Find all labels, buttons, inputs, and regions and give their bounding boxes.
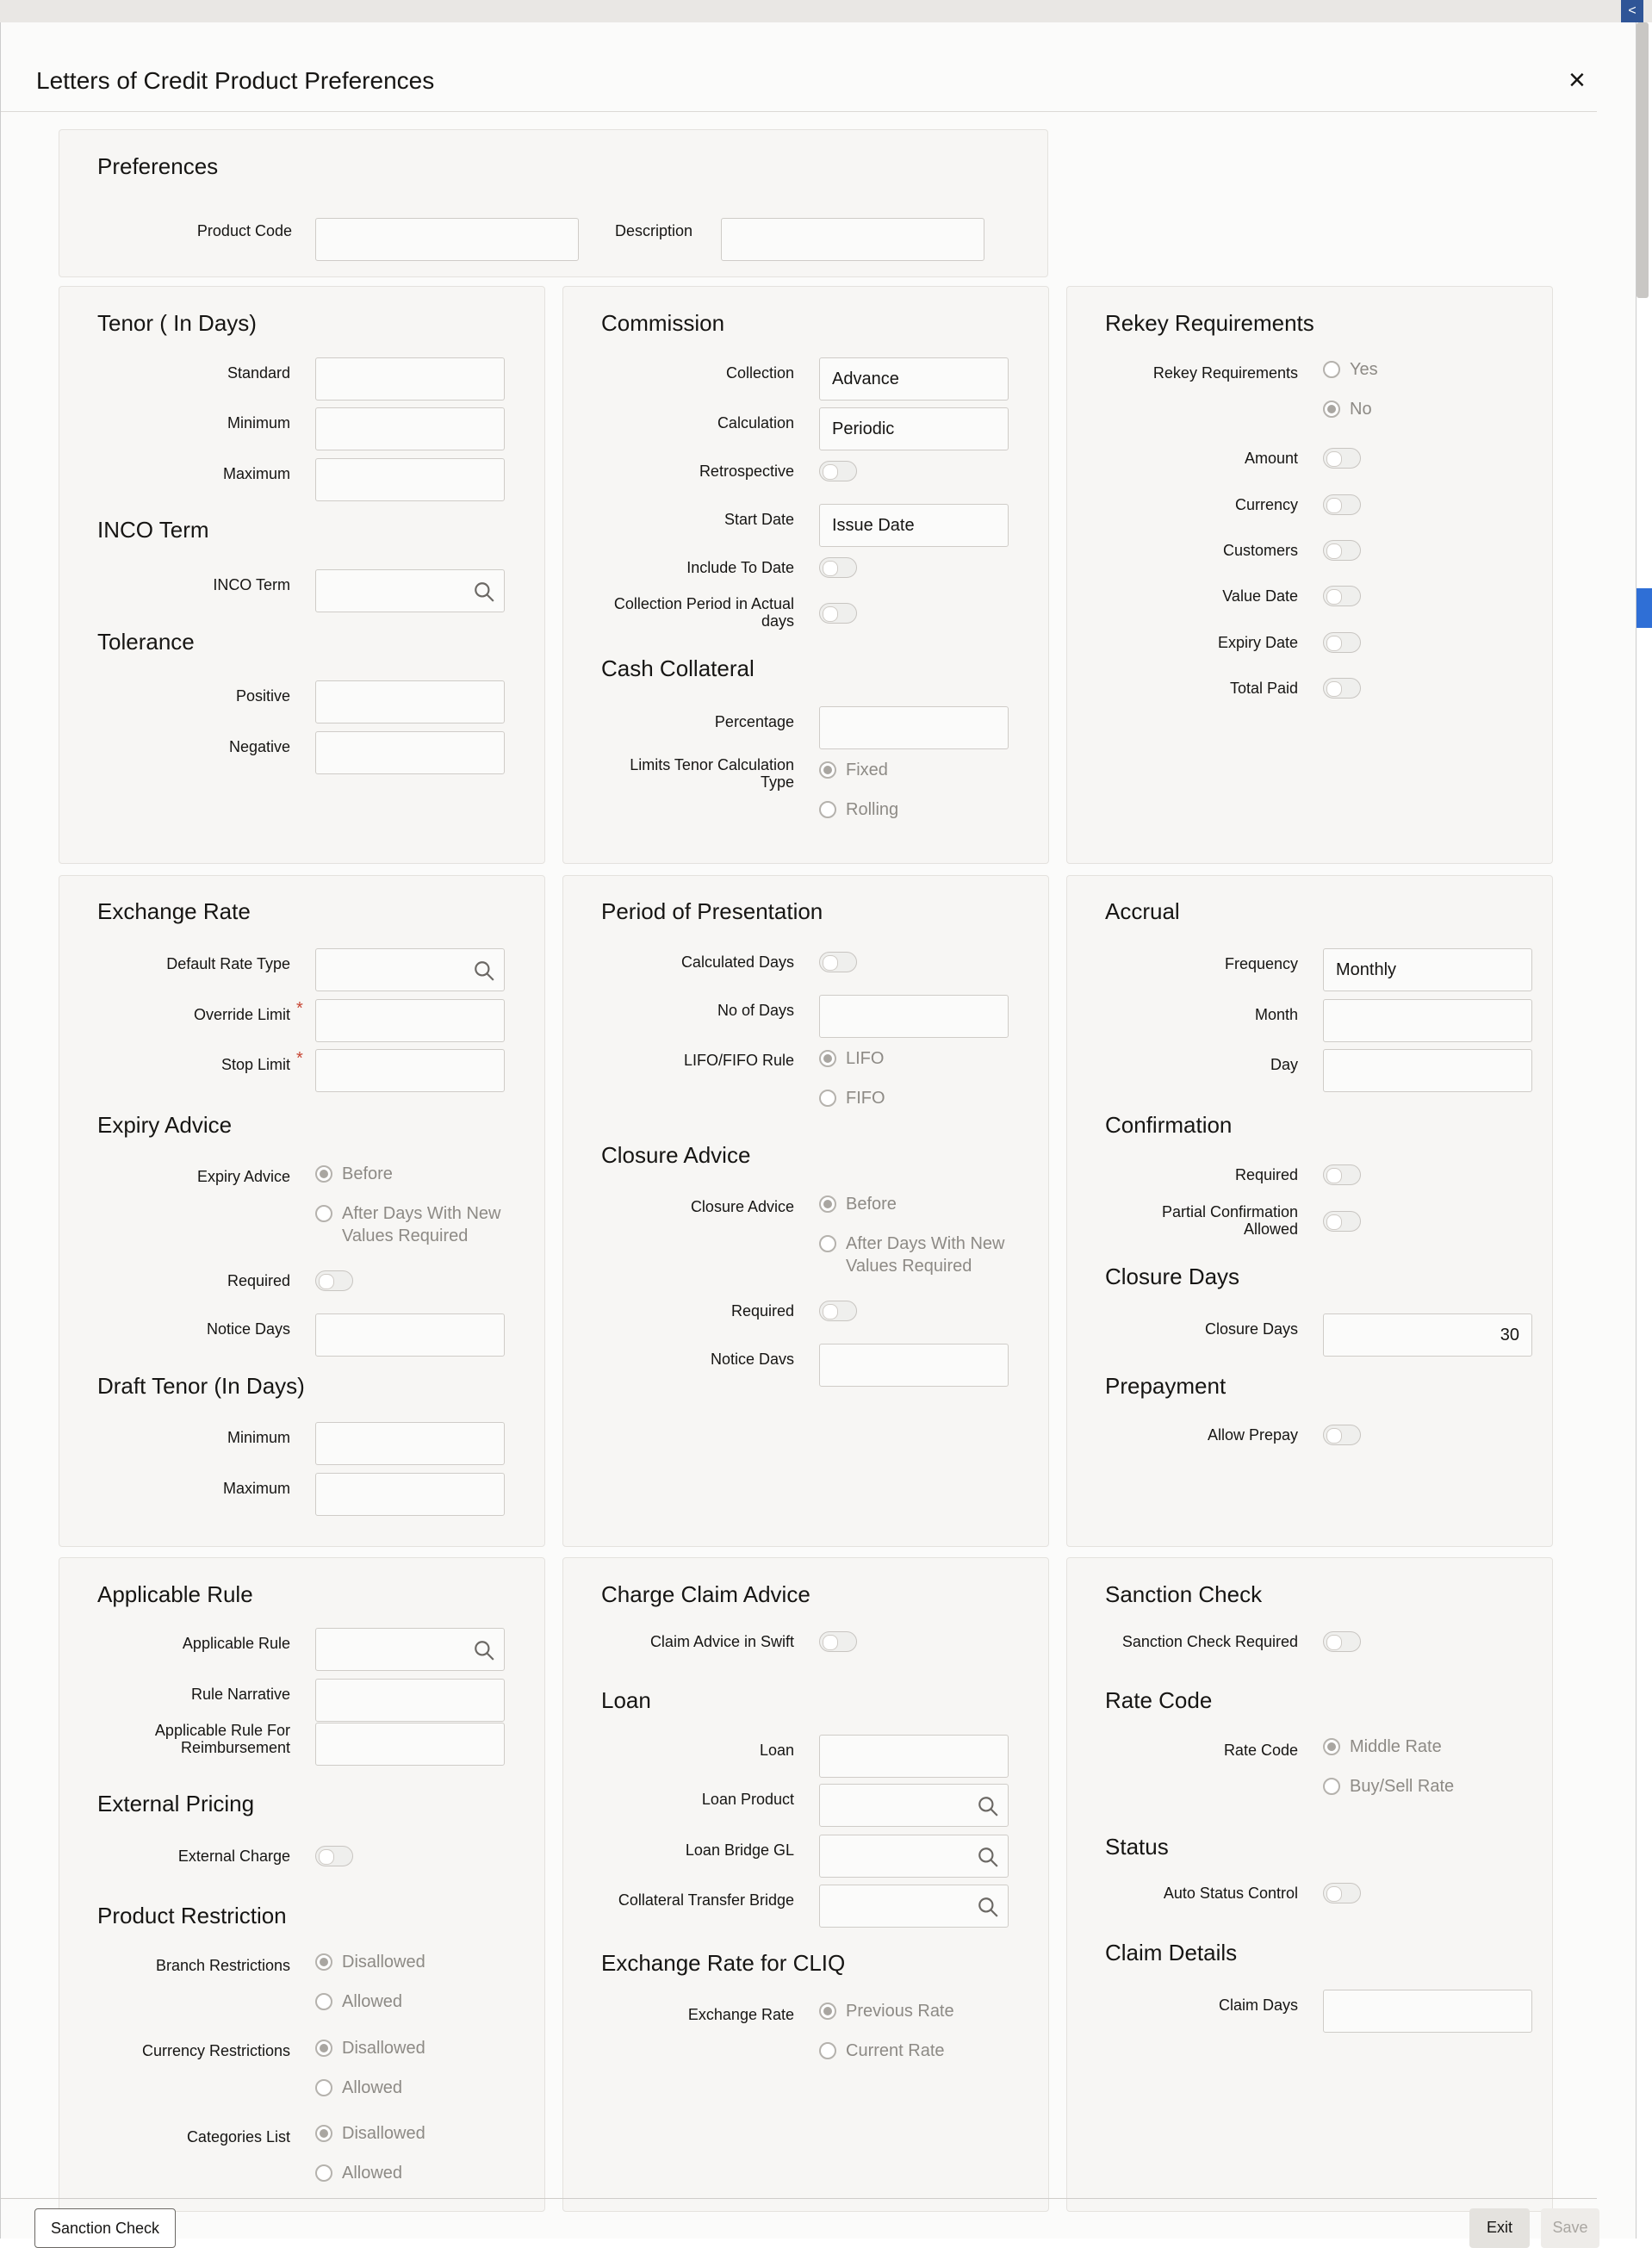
- window-top-strip: [0, 0, 1652, 22]
- applicable-rule-title: Applicable Rule: [97, 1581, 253, 1607]
- stop-limit-label: Stop Limit: [220, 1056, 290, 1073]
- vertical-scrollbar[interactable]: [1636, 22, 1649, 298]
- collection-period-toggle[interactable]: [819, 603, 857, 624]
- collateral-bridge-input[interactable]: [819, 1885, 1009, 1928]
- day-input[interactable]: [1323, 1049, 1532, 1092]
- override-limit-label: Override Limit: [193, 1006, 290, 1023]
- include-to-date-label: Include To Date: [686, 559, 794, 576]
- rule-narrative-label: Rule Narrative: [190, 1686, 290, 1703]
- rekey-yes-label: Yes: [1350, 360, 1378, 379]
- applicable-rule-label: Applicable Rule: [182, 1635, 290, 1652]
- collection-period-label: [589, 595, 794, 630]
- default-rate-type-input[interactable]: [315, 948, 505, 991]
- limits-tenor-label-2: Type: [760, 773, 794, 791]
- rate-code-title: Rate Code: [1105, 1687, 1213, 1713]
- expiry-after-radio[interactable]: [315, 1205, 332, 1222]
- override-limit-required-mark: *: [296, 999, 303, 1018]
- preferences-panel: [59, 129, 1048, 277]
- claim-days-input[interactable]: [1323, 1990, 1532, 2033]
- categories-disallowed-radio[interactable]: [315, 2125, 332, 2142]
- prepayment-title: Prepayment: [1105, 1373, 1227, 1399]
- claim-details-title: Claim Details: [1105, 1940, 1238, 1965]
- total-paid-label: Total Paid: [1229, 680, 1298, 697]
- lifo-radio[interactable]: [819, 1050, 836, 1067]
- no-of-days-input[interactable]: [819, 995, 1009, 1038]
- rekey-no-label: No: [1350, 400, 1372, 419]
- previous-rate-radio[interactable]: [819, 2003, 836, 2020]
- search-icon[interactable]: [977, 1896, 999, 1918]
- partial-confirmation-toggle[interactable]: [1323, 1211, 1361, 1232]
- month-input[interactable]: [1323, 999, 1532, 1042]
- draft-maximum-label: Maximum: [222, 1480, 290, 1497]
- partial-confirmation-label-1: Partial Confirmation: [1161, 1203, 1298, 1220]
- customers-toggle[interactable]: [1323, 540, 1361, 561]
- claim-advice-swift-label: Claim Advice in Swift: [649, 1633, 794, 1650]
- expiry-before-radio[interactable]: [315, 1165, 332, 1183]
- loan-title: Loan: [601, 1687, 651, 1713]
- title-divider: [1, 111, 1597, 112]
- reimbursement-rule-label-1: Applicable Rule For: [154, 1722, 290, 1739]
- override-limit-input[interactable]: [315, 999, 505, 1042]
- fixed-radio[interactable]: [819, 761, 836, 779]
- search-icon[interactable]: [473, 959, 495, 982]
- standard-input[interactable]: [315, 357, 505, 401]
- fixed-label: Fixed: [846, 761, 888, 779]
- buy-sell-rate-label: Buy/Sell Rate: [1350, 1777, 1455, 1796]
- expiry-after-label: [342, 1202, 500, 1247]
- lifo-fifo-label: LIFO/FIFO Rule: [683, 1052, 794, 1069]
- closure-days-label: Closure Days: [1204, 1320, 1298, 1338]
- draft-maximum-input[interactable]: [315, 1473, 505, 1516]
- closure-after-label: [846, 1233, 1004, 1277]
- expiry-date-toggle[interactable]: [1323, 632, 1361, 653]
- expiry-advice-label: Expiry Advice: [196, 1168, 290, 1185]
- customers-label: Customers: [1222, 542, 1298, 559]
- value-date-label: Value Date: [1222, 587, 1298, 605]
- claim-advice-swift-toggle[interactable]: [819, 1631, 857, 1652]
- branch-disallowed-label: Disallowed: [342, 1953, 425, 1972]
- current-rate-radio[interactable]: [819, 2042, 836, 2059]
- expiry-required-label: Required: [227, 1272, 290, 1289]
- confirmation-title: Confirmation: [1105, 1112, 1233, 1138]
- reimbursement-rule-label-2: Reimbursement: [180, 1739, 290, 1756]
- minimum-label: Minimum: [227, 414, 290, 432]
- closure-before-label: Before: [846, 1195, 897, 1214]
- sanction-check-panel: [1066, 1557, 1553, 2212]
- rekey-no-radio[interactable]: [1323, 401, 1340, 418]
- closure-after-radio[interactable]: [819, 1235, 836, 1252]
- negative-input[interactable]: [315, 731, 505, 774]
- loan-product-input[interactable]: [819, 1784, 1009, 1827]
- amount-toggle[interactable]: [1323, 448, 1361, 469]
- preferences-title: Preferences: [97, 153, 219, 179]
- sanction-required-label: Sanction Check Required: [1121, 1633, 1298, 1650]
- frequency-select[interactable]: Monthly: [1323, 948, 1532, 991]
- auto-status-control-label: Auto Status Control: [1163, 1885, 1298, 1902]
- applicable-rule-input[interactable]: [315, 1628, 505, 1671]
- rule-narrative-input[interactable]: [315, 1679, 505, 1722]
- currency-disallowed-radio[interactable]: [315, 2040, 332, 2057]
- search-icon[interactable]: [977, 1795, 999, 1817]
- middle-rate-label: Middle Rate: [1350, 1737, 1442, 1756]
- negative-label: Negative: [228, 738, 290, 755]
- closure-after-label-2: Values Required: [846, 1257, 972, 1276]
- rekey-yes-radio[interactable]: [1323, 361, 1340, 378]
- expiry-before-label: Before: [342, 1164, 393, 1183]
- collateral-bridge-label: Collateral Transfer Bridge: [618, 1891, 794, 1909]
- exit-button[interactable]: Exit: [1469, 2208, 1530, 2248]
- calculation-select[interactable]: Periodic: [819, 407, 1009, 450]
- side-tab[interactable]: [1635, 588, 1652, 628]
- calculation-label: Calculation: [717, 414, 794, 432]
- currency-disallowed-label: Disallowed: [342, 2039, 425, 2058]
- standard-label: Standard: [227, 364, 290, 382]
- expiry-advice-title: Expiry Advice: [97, 1112, 233, 1138]
- inco-title: INCO Term: [97, 517, 209, 543]
- draft-tenor-title: Draft Tenor (In Days): [97, 1373, 305, 1399]
- stop-limit-input[interactable]: [315, 1049, 505, 1092]
- dialog-title: Letters of Credit Product Preferences: [36, 67, 435, 94]
- inco-term-label: INCO Term: [213, 576, 290, 593]
- expiry-after-label-1: After Days With New: [342, 1204, 501, 1223]
- frequency-label: Frequency: [1224, 955, 1298, 972]
- middle-rate-radio[interactable]: [1323, 1738, 1340, 1755]
- save-button[interactable]: Save: [1541, 2208, 1599, 2248]
- percentage-label: Percentage: [714, 713, 794, 730]
- currency-allowed-radio[interactable]: [315, 2079, 332, 2096]
- limits-tenor-label-1: Limits Tenor Calculation: [630, 756, 794, 773]
- day-label: Day: [1270, 1056, 1298, 1073]
- branch-restrictions-label: Branch Restrictions: [155, 1957, 290, 1974]
- confirmation-required-label: Required: [1234, 1166, 1298, 1183]
- expiry-after-label-2: Values Required: [342, 1226, 469, 1245]
- product-code-label: Product Code: [196, 222, 292, 239]
- closure-days-input[interactable]: 30: [1323, 1313, 1532, 1357]
- closure-advice-title: Closure Advice: [601, 1142, 751, 1168]
- closure-required-label: Required: [730, 1302, 794, 1320]
- currency-label: Currency: [1234, 496, 1298, 513]
- current-rate-label: Current Rate: [846, 2041, 945, 2060]
- reimbursement-rule-input[interactable]: [315, 1723, 505, 1766]
- buy-sell-rate-radio[interactable]: [1323, 1778, 1340, 1795]
- external-charge-toggle[interactable]: [315, 1846, 353, 1866]
- expiry-notice-days-label: Notice Days: [206, 1320, 290, 1338]
- exchange-rate-title: Exchange Rate: [97, 898, 251, 924]
- allow-prepay-toggle[interactable]: [1323, 1425, 1361, 1445]
- fifo-radio[interactable]: [819, 1090, 836, 1107]
- charge-claim-panel: [562, 1557, 1049, 2212]
- loan-label: Loan: [759, 1742, 794, 1759]
- start-date-select[interactable]: Issue Date: [819, 504, 1009, 547]
- rekey-requirements-label: Rekey Requirements: [1152, 364, 1298, 382]
- external-pricing-title: External Pricing: [97, 1791, 255, 1816]
- rolling-radio[interactable]: [819, 801, 836, 818]
- cliq-exchange-rate-label: Exchange Rate: [687, 2006, 794, 2023]
- categories-allowed-label: Allowed: [342, 2164, 403, 2183]
- month-label: Month: [1254, 1006, 1298, 1023]
- close-icon[interactable]: ×: [1568, 64, 1586, 96]
- draft-minimum-input[interactable]: [315, 1422, 505, 1465]
- external-charge-label: External Charge: [177, 1847, 290, 1865]
- expiry-date-label: Expiry Date: [1217, 634, 1298, 651]
- expiry-required-toggle[interactable]: [315, 1270, 353, 1291]
- tolerance-title: Tolerance: [97, 629, 195, 655]
- search-icon[interactable]: [473, 1639, 495, 1661]
- period-panel: [562, 875, 1049, 1547]
- closure-notice-days-input[interactable]: [819, 1344, 1009, 1387]
- percentage-input[interactable]: [819, 706, 1009, 749]
- footer-divider: [1, 2198, 1597, 2199]
- exchange-rate-panel: [59, 875, 545, 1547]
- loan-input[interactable]: [819, 1735, 1009, 1778]
- categories-allowed-radio[interactable]: [315, 2164, 332, 2182]
- product-code-input[interactable]: [315, 218, 579, 261]
- partial-confirmation-label-2: Allowed: [1243, 1220, 1298, 1238]
- partial-confirmation-label: [1093, 1203, 1298, 1238]
- status-title: Status: [1105, 1834, 1169, 1860]
- rekey-panel: [1066, 286, 1553, 864]
- amount-label: Amount: [1244, 450, 1298, 467]
- closure-after-label-1: After Days With New: [846, 1234, 1005, 1253]
- confirmation-required-toggle[interactable]: [1323, 1164, 1361, 1185]
- window-top-button[interactable]: <: [1621, 0, 1643, 22]
- reimbursement-rule-label: [85, 1722, 290, 1756]
- closure-required-toggle[interactable]: [819, 1301, 857, 1321]
- maximum-label: Maximum: [222, 465, 290, 482]
- accrual-panel: [1066, 875, 1553, 1547]
- commission-panel: [562, 286, 1049, 864]
- branch-disallowed-radio[interactable]: [315, 1953, 332, 1971]
- tenor-panel: [59, 286, 545, 864]
- loan-product-label: Loan Product: [701, 1791, 794, 1808]
- commission-title: Commission: [601, 310, 725, 336]
- search-icon[interactable]: [473, 581, 495, 603]
- categories-disallowed-label: Disallowed: [342, 2124, 425, 2143]
- positive-label: Positive: [235, 687, 290, 705]
- auto-status-control-toggle[interactable]: [1323, 1883, 1361, 1903]
- lifo-label: LIFO: [846, 1049, 885, 1068]
- rekey-title: Rekey Requirements: [1105, 310, 1314, 336]
- inco-term-input[interactable]: [315, 569, 505, 612]
- description-input[interactable]: [721, 218, 984, 261]
- closure-notice-days-label: Notice Davs: [710, 1351, 794, 1368]
- product-preferences-dialog: [0, 22, 1636, 2239]
- search-icon[interactable]: [977, 1846, 999, 1868]
- currency-restrictions-label: Currency Restrictions: [141, 2042, 290, 2059]
- currency-allowed-label: Allowed: [342, 2078, 403, 2097]
- tenor-title: Tenor ( In Days): [97, 310, 257, 336]
- currency-toggle[interactable]: [1323, 494, 1361, 515]
- accrual-title: Accrual: [1105, 898, 1180, 924]
- retrospective-label: Retrospective: [699, 463, 794, 480]
- claim-days-label: Claim Days: [1218, 1996, 1298, 2014]
- closure-before-radio[interactable]: [819, 1195, 836, 1213]
- collection-period-label-2: days: [761, 612, 794, 630]
- total-paid-toggle[interactable]: [1323, 678, 1361, 699]
- branch-allowed-label: Allowed: [342, 1992, 403, 2011]
- rate-code-label: Rate Code: [1223, 1742, 1298, 1759]
- expiry-notice-days-input[interactable]: [315, 1313, 505, 1357]
- collection-select[interactable]: Advance: [819, 357, 1009, 401]
- sanction-check-button[interactable]: Sanction Check: [34, 2208, 176, 2248]
- include-to-date-toggle[interactable]: [819, 557, 857, 578]
- value-date-toggle[interactable]: [1323, 586, 1361, 606]
- loan-bridge-gl-label: Loan Bridge GL: [685, 1841, 794, 1859]
- stop-limit-required-mark: *: [296, 1049, 303, 1068]
- positive-input[interactable]: [315, 680, 505, 723]
- period-title: Period of Presentation: [601, 898, 823, 924]
- collection-label: Collection: [725, 364, 794, 382]
- loan-bridge-gl-input[interactable]: [819, 1835, 1009, 1878]
- cash-collateral-title: Cash Collateral: [601, 655, 755, 681]
- sanction-required-toggle[interactable]: [1323, 1631, 1361, 1652]
- draft-minimum-label: Minimum: [227, 1429, 290, 1446]
- previous-rate-label: Previous Rate: [846, 2002, 954, 2021]
- closure-days-title: Closure Days: [1105, 1264, 1240, 1289]
- applicable-rule-panel: [59, 1557, 545, 2212]
- product-restriction-title: Product Restriction: [97, 1903, 287, 1928]
- calculated-days-toggle[interactable]: [819, 952, 857, 972]
- collection-period-label-1: Collection Period in Actual: [613, 595, 794, 612]
- default-rate-type-label: Default Rate Type: [166, 955, 290, 972]
- retrospective-toggle[interactable]: [819, 461, 857, 481]
- rolling-label: Rolling: [846, 800, 899, 819]
- sanction-check-title: Sanction Check: [1105, 1581, 1263, 1607]
- no-of-days-label: No of Days: [717, 1002, 794, 1019]
- branch-allowed-radio[interactable]: [315, 1993, 332, 2010]
- limits-tenor-label: [589, 756, 794, 791]
- allow-prepay-label: Allow Prepay: [1207, 1426, 1298, 1444]
- fifo-label: FIFO: [846, 1089, 885, 1108]
- description-label: Description: [614, 222, 692, 239]
- charge-claim-title: Charge Claim Advice: [601, 1581, 810, 1607]
- categories-list-label: Categories List: [186, 2128, 290, 2146]
- start-date-label: Start Date: [724, 511, 794, 528]
- maximum-input[interactable]: [315, 458, 505, 501]
- calculated-days-label: Calculated Days: [680, 953, 794, 971]
- minimum-input[interactable]: [315, 407, 505, 450]
- cliq-title: Exchange Rate for CLIQ: [601, 1950, 846, 1976]
- closure-advice-label: Closure Advice: [690, 1198, 794, 1215]
